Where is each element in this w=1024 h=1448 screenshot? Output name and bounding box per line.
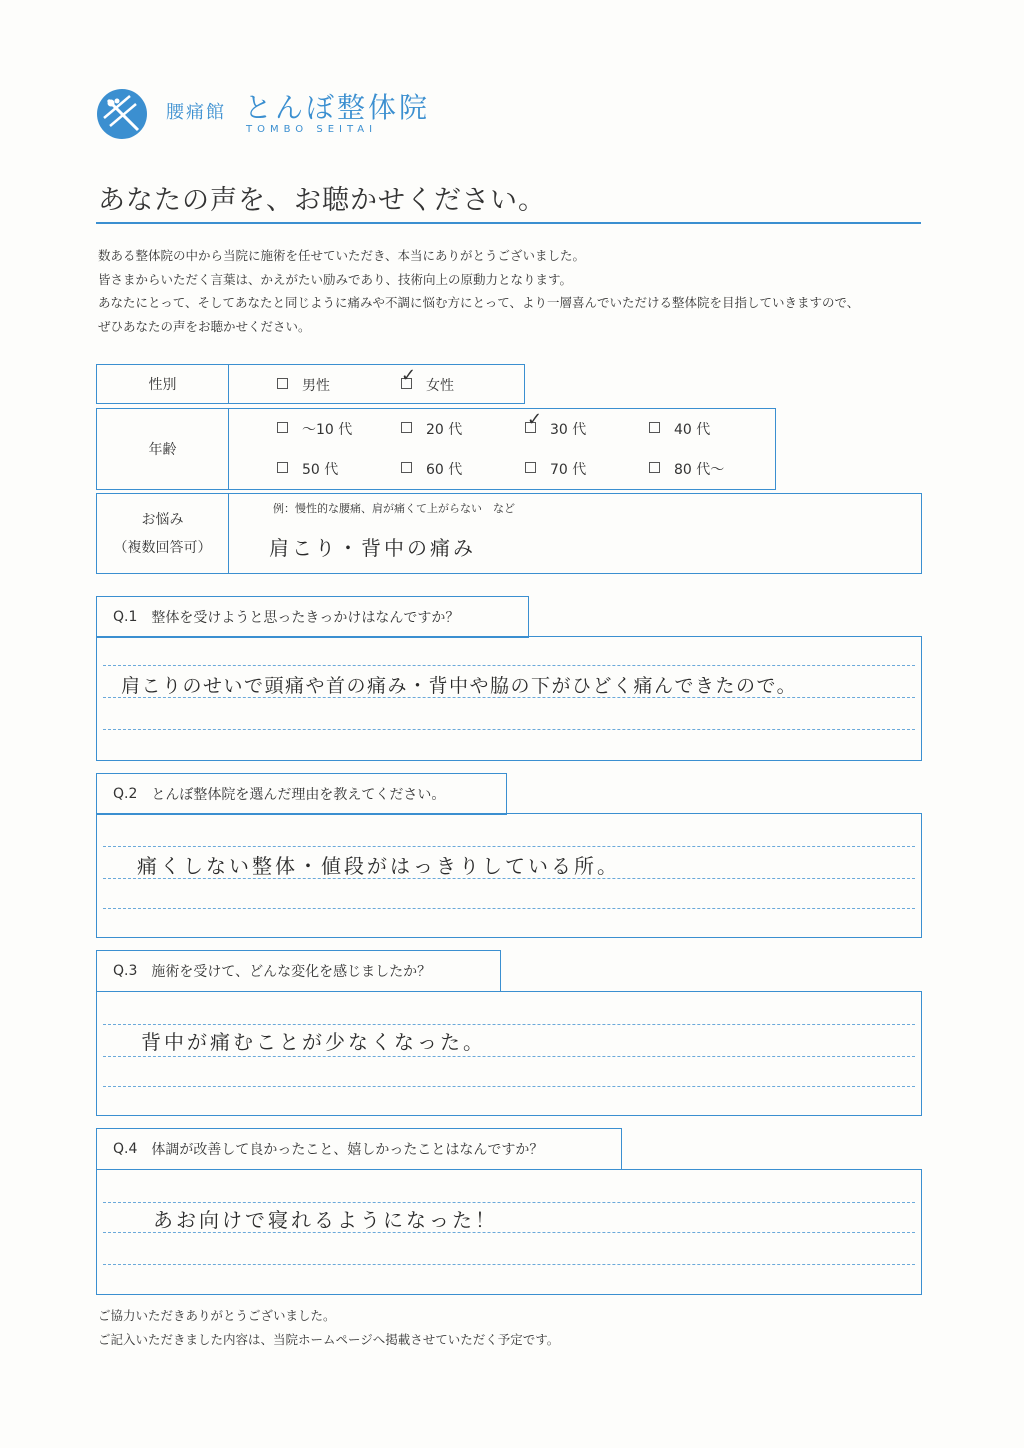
answer-line	[103, 1202, 915, 1203]
question-text: 体調が改善して良かったこと、嬉しかったことはなんですか？	[151, 1142, 544, 1158]
question-4-answer[interactable]: あお向けで寝れるようになった！	[153, 1208, 498, 1232]
question-3-answer[interactable]: 背中が痛むことが少なくなった。	[141, 1030, 486, 1054]
gender-label: 性別	[97, 365, 229, 403]
gender-option-male[interactable]	[277, 375, 330, 395]
question-4-answer-box	[96, 1169, 922, 1295]
question-3-tab	[96, 950, 501, 992]
answer-line	[103, 665, 915, 666]
age-section	[96, 408, 776, 490]
option-label: 女性	[426, 378, 454, 394]
concerns-label-line: お悩み	[141, 511, 184, 528]
intro-line: あなたにとって、そしてあなたと同じように痛みや不調に悩む方にとって、より一層喜んでいただける整体院を目指していきますので、	[98, 295, 860, 311]
concerns-label	[97, 494, 229, 573]
answer-line	[103, 1056, 915, 1057]
checkbox[interactable]	[277, 422, 288, 433]
question-text: 施術を受けて、どんな変化を感じましたか？	[151, 964, 432, 980]
question-1-answer[interactable]: 肩こりのせいで頭痛や首の痛み・背中や脇の下がひどく痛んできたので。	[121, 675, 798, 697]
check-mark-icon: ✓	[527, 409, 543, 430]
option-label: 30 代	[550, 422, 587, 438]
age-option[interactable]	[277, 419, 352, 439]
question-2-answer[interactable]: 痛くしない整体・値段がはっきりしている所。	[137, 854, 620, 878]
answer-line	[103, 1024, 915, 1025]
option-label: 男性	[302, 378, 330, 394]
intro-line: 数ある整体院の中から当院に施術を任せていただき、本当にありがとうございました。	[98, 248, 586, 263]
brand-name: とんぼ整体院	[244, 91, 431, 124]
question-text: 整体を受けようと思ったきっかけはなんですか？	[151, 610, 460, 626]
question-number: Q.3	[113, 963, 138, 979]
question-1-answer-box	[96, 636, 922, 761]
checkbox[interactable]	[277, 378, 288, 389]
checkbox[interactable]	[525, 462, 536, 473]
age-option[interactable]	[649, 419, 710, 439]
option-label: 60 代	[426, 462, 463, 478]
concerns-answer[interactable]: 肩こり・背中の痛み	[269, 536, 476, 560]
checkbox[interactable]	[401, 422, 412, 433]
age-option[interactable]	[525, 459, 586, 479]
checkbox[interactable]	[401, 462, 412, 473]
question-text: とんぼ整体院を選んだ理由を教えてください。	[151, 787, 446, 803]
footer-text	[98, 1304, 559, 1352]
option-label: 50 代	[302, 462, 339, 478]
option-label: 70 代	[550, 462, 587, 478]
concerns-section	[96, 493, 922, 574]
brand-roman: TOMBO SEITAI	[246, 124, 378, 135]
option-label: 80 代～	[674, 462, 725, 478]
concerns-label-line: （複数回答可）	[113, 539, 212, 556]
age-option[interactable]	[277, 459, 338, 479]
gender-section	[96, 364, 525, 404]
question-2-tab	[96, 773, 507, 815]
checkbox[interactable]	[277, 462, 288, 473]
option-label: 20 代	[426, 422, 463, 438]
intro-line: 皆さまからいただく言葉は、かえがたい励みであり、技術向上の原動力となります。	[98, 271, 573, 287]
check-mark-icon: ✓	[401, 365, 417, 386]
question-number: Q.2	[113, 786, 138, 802]
answer-line	[103, 846, 915, 847]
page-title: あなたの声を、お聴かせください。	[98, 185, 546, 216]
age-option[interactable]	[401, 419, 462, 439]
checkbox[interactable]	[649, 462, 660, 473]
heading-rule	[96, 222, 921, 224]
answer-line	[103, 1264, 915, 1265]
option-label: ～10 代	[302, 422, 353, 438]
age-option[interactable]	[401, 459, 462, 479]
age-option[interactable]	[649, 459, 724, 479]
footer-line: ご協力いただきありがとうございました。	[98, 1308, 336, 1323]
intro-text	[98, 244, 859, 339]
question-4-tab	[96, 1128, 622, 1170]
answer-line	[103, 729, 915, 730]
question-1-tab	[96, 596, 529, 638]
question-number: Q.1	[113, 609, 138, 625]
question-2-answer-box	[96, 813, 922, 938]
brand-prefix: 腰痛館	[166, 102, 226, 123]
question-number: Q.4	[113, 1141, 138, 1157]
footer-line: ご記入いただきました内容は、当院ホームページへ掲載させていただく予定です。	[98, 1332, 560, 1347]
age-label: 年齢	[97, 409, 229, 489]
concerns-example: 例：慢性的な腰痛、肩が痛くて上がらない など	[273, 502, 515, 515]
checkbox[interactable]	[649, 422, 660, 433]
option-label: 40 代	[674, 422, 711, 438]
question-3-answer-box	[96, 991, 922, 1116]
dragonfly-icon	[96, 88, 148, 140]
intro-line: ぜひあなたの声をお聴かせください。	[98, 319, 311, 335]
answer-line	[103, 908, 915, 909]
answer-line	[103, 1086, 915, 1087]
